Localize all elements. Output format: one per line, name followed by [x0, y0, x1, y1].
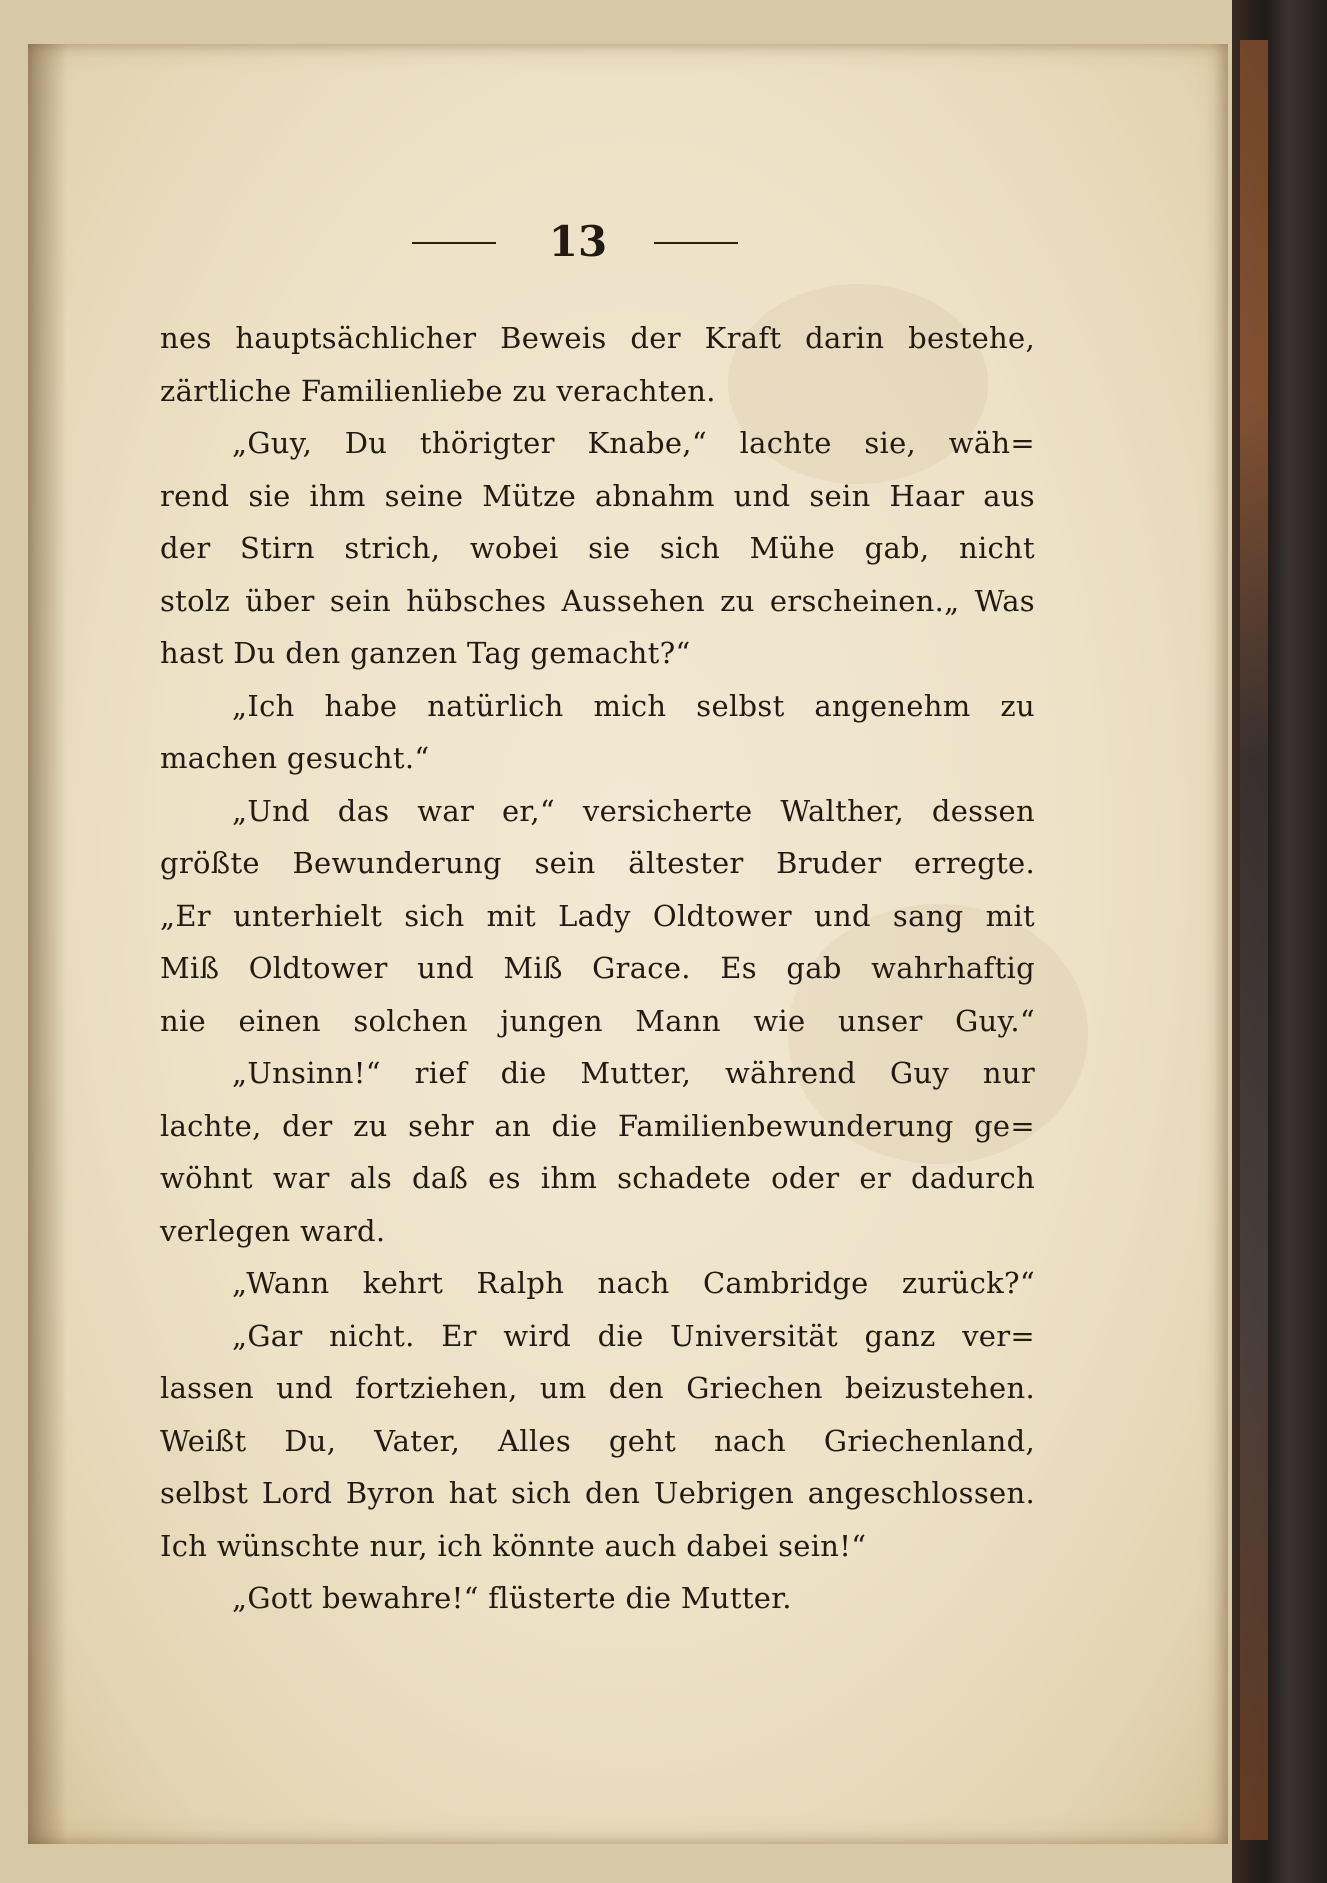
text-line: „Guy, Du thörigter Knabe,“ lachte sie, wäh= [232, 426, 1035, 460]
text-line: lassen und fortziehen, um den Griechen beizustehen. [160, 1371, 1035, 1405]
text-line: „Er unterhielt sich mit Lady Oldtower und sang mit [160, 898, 1035, 933]
text-line: hast Du den ganzen Tag gemacht?“ [160, 636, 691, 670]
text-line: wöhnt war als daß es ihm schadete oder er dadurch [160, 1161, 1035, 1195]
page-number: 13 [548, 217, 608, 266]
text-line: der Stirn strich, wobei sie sich Mühe gab, nicht [160, 531, 1035, 565]
cover-board-strip [1240, 40, 1268, 1840]
text-line: „Unsinn!“ rief die Mutter, während Guy nur [232, 1056, 1035, 1090]
text-line: Ich wünschte nur, ich könnte auch dabei sein!“ [160, 1528, 867, 1563]
text-line: „Wann kehrt Ralph nach Cambridge zurück?“ [232, 1266, 1035, 1300]
text-line: Miß Oldtower und Miß Grace. Es gab wahrhaftig [160, 951, 1035, 985]
header-rule-left [412, 242, 496, 244]
gutter-shadow [28, 44, 68, 1844]
text-line: rend sie ihm seine Mütze abnahm und sein Haar aus [160, 478, 1035, 513]
text-line: selbst Lord Byron hat sich den Uebrigen angeschlossen. [160, 1476, 1035, 1510]
text-line: lachte, der zu sehr an die Familienbewunderung ge= [160, 1108, 1035, 1143]
header-rule-right [654, 242, 738, 244]
body-text [160, 312, 1035, 1625]
text-line: nes hauptsächlicher Beweis der Kraft darin bestehe, [160, 321, 1035, 355]
text-line: nie einen solchen jungen Mann wie unser Guy.“ [160, 1003, 1035, 1038]
text-line: machen gesucht.“ [160, 741, 430, 775]
text-line: stolz über sein hübsches Aussehen zu erscheinen.„ Was [160, 583, 1035, 618]
text-line: „Gott bewahre!“ flüsterte die Mutter. [232, 1581, 792, 1615]
page-header [28, 212, 1228, 272]
text-line: „Ich habe natürlich mich selbst angenehm zu [232, 688, 1035, 723]
text-line: „Und das war er,“ versicherte Walther, dessen [232, 793, 1035, 828]
text-line: zärtliche Familienliebe zu verachten. [160, 373, 716, 408]
text-line: verlegen ward. [160, 1213, 386, 1248]
text-line: größte Bewunderung sein ältester Bruder erregte. [160, 846, 1035, 880]
text-line: „Gar nicht. Er wird die Universität ganz ver= [232, 1318, 1035, 1353]
book-page [28, 44, 1228, 1844]
text-line: Weißt Du, Vater, Alles geht nach Griechenland, [160, 1423, 1035, 1458]
